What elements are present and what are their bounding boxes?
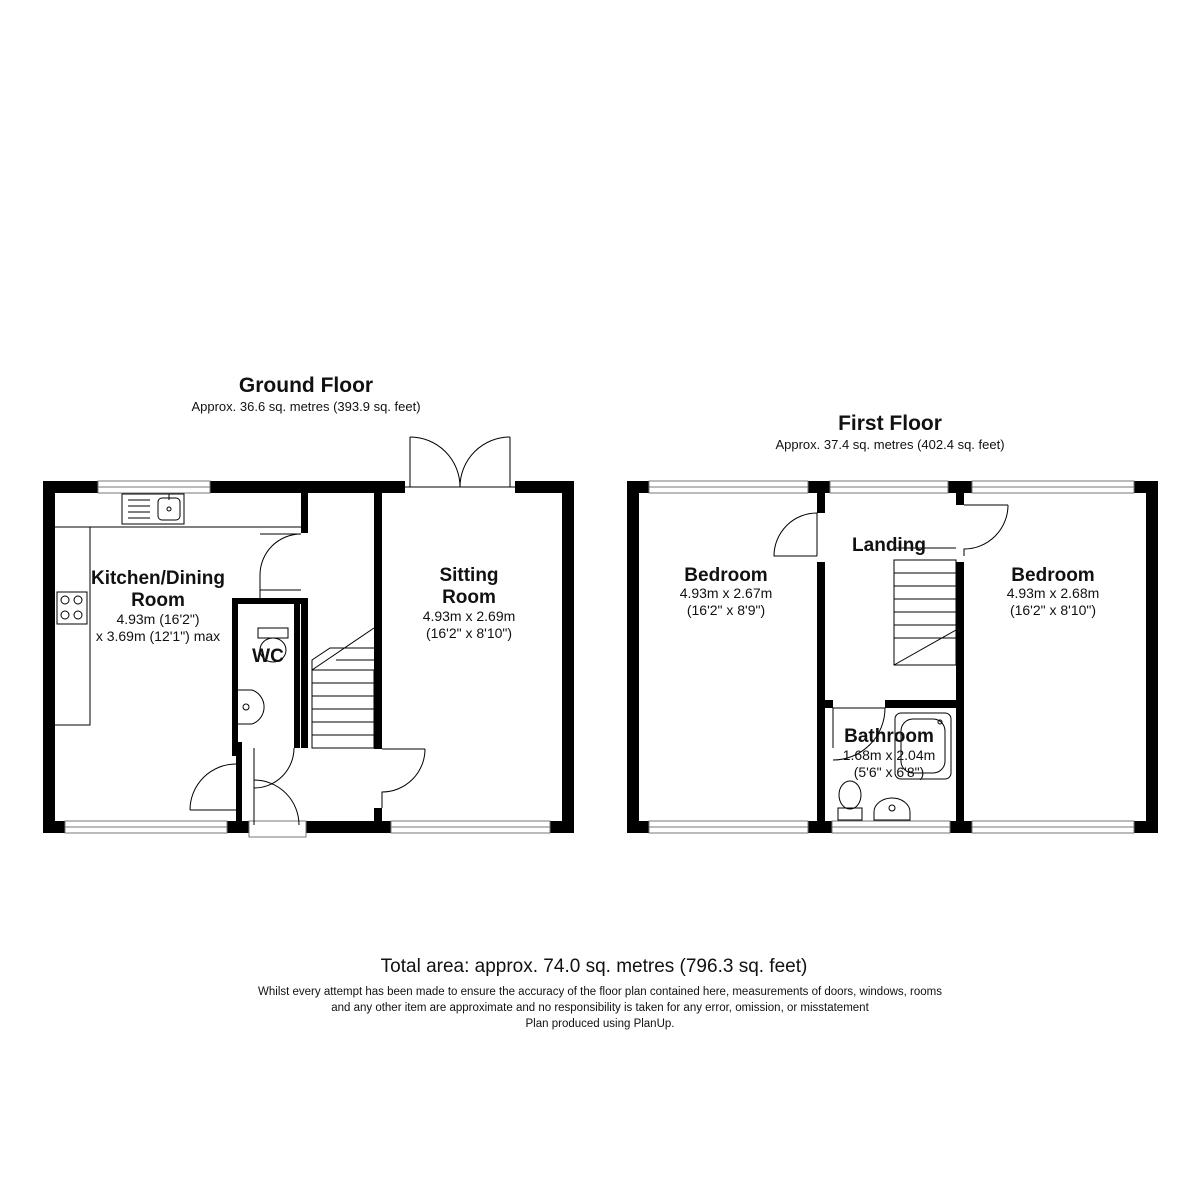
bathroom-toilet-icon (838, 781, 862, 820)
bathroom-name: Bathroom (844, 726, 934, 747)
gf-wall-wc-top (232, 598, 308, 604)
gf-wall-left (43, 481, 55, 833)
ff-wall-bedroom-right-divider-top (956, 493, 964, 505)
ff-door-bedroom-right (964, 505, 1008, 556)
ff-wall-bottom-a (627, 821, 649, 833)
gf-wall-stair-left (301, 493, 308, 533)
sitting-name-line1: Sitting (439, 565, 499, 586)
bedroom-right-dim-line1: 4.93m x 2.68m (1006, 585, 1100, 601)
ff-wall-top-a (627, 481, 649, 493)
ff-wall-top-c (948, 481, 972, 493)
ff-stairs (894, 548, 956, 665)
gf-wall-top-b (210, 481, 405, 493)
gf-wall-stair-left-low (301, 598, 308, 748)
ff-wall-bedroom-left-divider-top (817, 493, 825, 513)
bedroom-left-name: Bedroom (684, 565, 768, 586)
ground-floor (43, 374, 574, 837)
gf-french-doors (405, 437, 515, 487)
total-area: Total area: approx. 74.0 sq. metres (796.3 sq. feet) (380, 956, 808, 977)
gf-stairs (312, 628, 374, 748)
ground-floor-area: Approx. 36.6 sq. metres (393.9 sq. feet) (191, 399, 421, 414)
bedroom-right-name: Bedroom (1011, 565, 1095, 586)
sitting-dim-line1: 4.93m x 2.69m (422, 608, 516, 624)
hob-icon (57, 592, 87, 624)
footer (258, 956, 942, 1030)
disclaimer-line2: and any other item are approximate and no responsibility is taken for any error, omission, or misstatement (331, 1002, 869, 1014)
gf-wall-sitting-divider-low (374, 808, 382, 821)
ff-wall-bottom-d (1134, 821, 1158, 833)
bedroom-left-dim-line1: 4.93m x 2.67m (679, 585, 773, 601)
first-floor-title: First Floor (838, 412, 942, 435)
ff-wall-right (1146, 481, 1158, 833)
gf-door-kitchen-hall (260, 534, 301, 598)
bedroom-left-dim-line2: (16'2" x 8'9") (686, 602, 766, 618)
ff-wall-bottom-b (808, 821, 832, 833)
gf-wall-sitting-divider (374, 493, 382, 749)
wc-basin-icon (238, 690, 264, 724)
ground-floor-title: Ground Floor (238, 374, 374, 397)
kitchen-dim-line1: 4.93m (16'2") (116, 611, 200, 627)
gf-wall-wc-left (232, 598, 238, 756)
gf-wall-bottom-c (306, 821, 391, 833)
bedroom-right-dim-line2: (16'2" x 8'10") (1009, 602, 1097, 618)
disclaimer-line1: Whilst every attempt has been made to ensure the accuracy of the floor plan contained here, measurements of doors, windows, rooms (258, 986, 942, 998)
ff-wall-top-d (1134, 481, 1158, 493)
sitting-dim-line2: (16'2" x 8'10") (425, 625, 513, 641)
bathroom-dim-line2: (5'6" x 6'8") (853, 764, 925, 780)
ff-wall-left (627, 481, 639, 833)
ff-wall-bathroom-top-b (885, 700, 956, 708)
wc-name: WC (252, 646, 284, 667)
gf-front-door (249, 780, 306, 837)
gf-wall-right (562, 481, 574, 833)
gf-door-wc (254, 748, 294, 788)
kitchen-name-line2: Room (131, 590, 185, 611)
first-floor (627, 412, 1158, 833)
sitting-name-line2: Room (442, 587, 496, 608)
bathroom-basin-icon (874, 798, 910, 820)
credit: Plan produced using PlanUp. (525, 1018, 675, 1030)
ff-door-bedroom-left (774, 513, 817, 556)
first-floor-area: Approx. 37.4 sq. metres (402.4 sq. feet) (775, 437, 1005, 452)
gf-wall-wc-right (294, 604, 300, 748)
gf-wall-bottom-a (43, 821, 65, 833)
ff-wall-bedroom-right-divider (956, 562, 964, 821)
ff-wall-bathroom-top (825, 700, 833, 708)
landing-name: Landing (852, 535, 926, 556)
ff-wall-top-b (808, 481, 830, 493)
gf-door-sitting (382, 749, 425, 808)
kitchen-name-line1: Kitchen/Dining (90, 568, 226, 589)
ff-wall-bottom-c (950, 821, 972, 833)
gf-wall-top-a (43, 481, 98, 493)
ff-wall-bedroom-left-divider (817, 562, 825, 821)
gf-wall-top-c (515, 481, 574, 493)
bathroom-dim-line1: 1.68m x 2.04m (842, 747, 936, 763)
gf-door-kitchen (190, 764, 236, 810)
gf-wall-bottom-d (550, 821, 574, 833)
kitchen-dim-line2: x 3.69m (12'1") max (95, 628, 221, 644)
gf-wall-hall-stub (236, 742, 242, 832)
